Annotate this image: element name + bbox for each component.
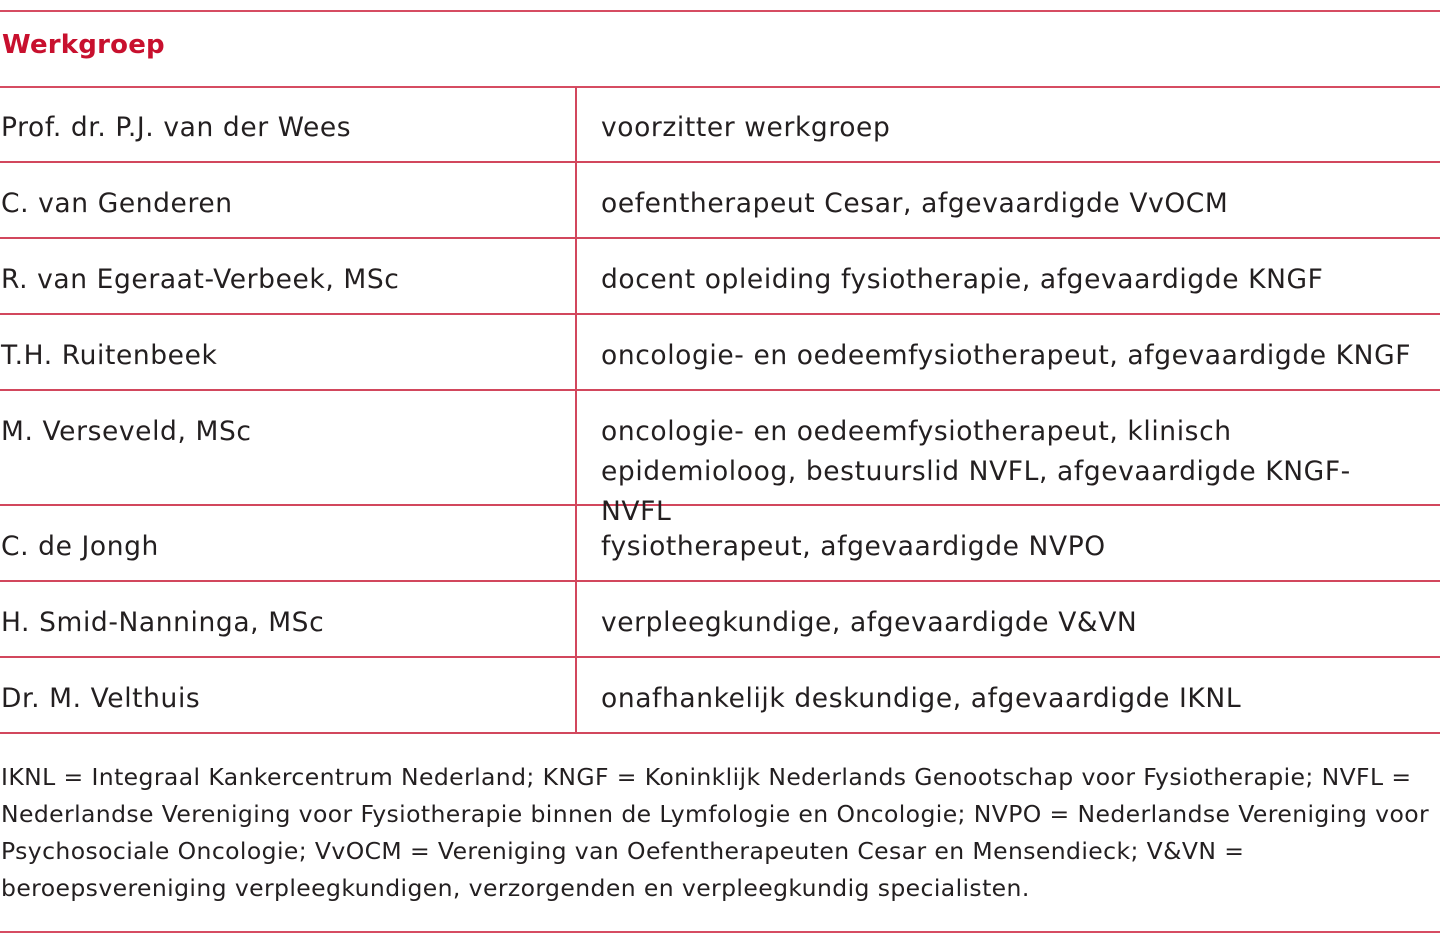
member-name: T.H. Ruitenbeek	[0, 315, 577, 389]
table-row	[0, 658, 1440, 734]
table-row	[0, 391, 1440, 527]
top-rule	[0, 10, 1440, 12]
table-row	[0, 163, 1440, 239]
table-row	[0, 506, 1440, 582]
member-name: R. van Egeraat-Verbeek, MSc	[0, 239, 577, 313]
table-row	[0, 239, 1440, 315]
member-name: C. de Jongh	[0, 506, 577, 580]
table-row	[0, 582, 1440, 658]
member-name: M. Verseveld, MSc	[0, 391, 577, 504]
table-row	[0, 315, 1440, 391]
member-name: Dr. M. Velthuis	[0, 658, 577, 732]
table-row	[0, 87, 1440, 163]
abbreviations-footnote: IKNL = Integraal Kankercentrum Nederland; KNGF = Koninklijk Nederlands Genootschap voor Fysiotherapie; NVFL = Nederlandse Vereniging voor Fysiotherapie binnen de Lymfologie en Oncologie; NVPO = Nederlandse Vereniging voor Psychosociale Oncologie; VvOCM = Vereniging van Oefentherapeuten Cesar en Mensendieck; V&VN = beroepsvereniging verpleegkundigen, verzorgenden en verpleegkundig specialisten.	[1, 763, 1430, 902]
member-role: docent opleiding fysiotherapie, afgevaardigde KNGF	[601, 264, 1324, 295]
member-role: oncologie- en oedeemfysiotherapeut, klinisch epidemioloog, bestuurslid NVFL, afgevaardigde KNGF-NVFL	[601, 416, 1351, 527]
member-role: oefentherapeut Cesar, afgevaardigde VvOCM	[601, 188, 1229, 219]
member-role: voorzitter werkgroep	[601, 112, 891, 143]
member-role: verpleegkundige, afgevaardigde V&VN	[601, 607, 1138, 638]
member-name: C. van Genderen	[0, 163, 577, 237]
member-role: onafhankelijk deskundige, afgevaardigde IKNL	[601, 683, 1242, 714]
bottom-rule	[0, 931, 1440, 933]
member-role: oncologie- en oedeemfysiotherapeut, afgevaardigde KNGF	[601, 340, 1412, 371]
workgroup-table	[0, 87, 1440, 734]
member-name: Prof. dr. P.J. van der Wees	[0, 87, 577, 161]
table-title: Werkgroep	[2, 30, 165, 60]
member-name: H. Smid-Nanninga, MSc	[0, 582, 577, 656]
member-role: fysiotherapeut, afgevaardigde NVPO	[601, 531, 1106, 562]
